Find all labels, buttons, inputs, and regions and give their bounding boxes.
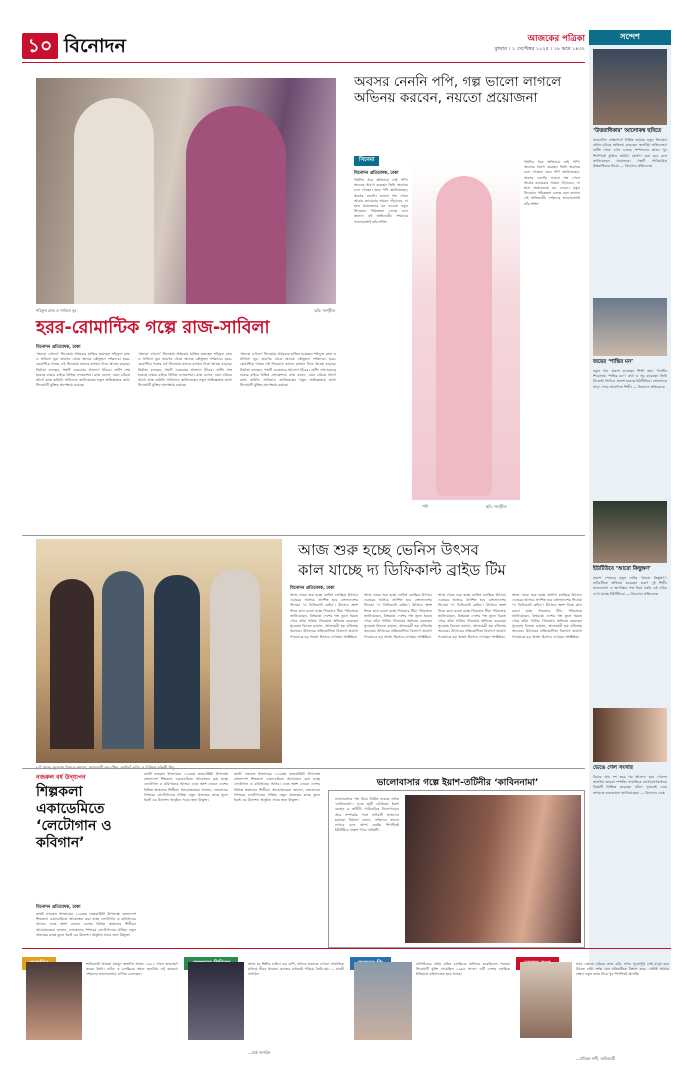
kicker: নজরুল বর্ষ উদ্‌যাপন — [36, 774, 86, 781]
article-body-col2: আজ থেকে শুরু হচ্ছে ভেনিস চলচ্চিত্র উৎসব। এবারের আসরে প্রদর্শিত হবে বাংলাদেশের সিনেমা ‘দ্য ডিফিকাল্ট ব্রাইড’। উৎসবে অংশ নিতে কাল রওনা হচ্ছে সিনেমার টিম। পরিচালক জানিয়েছেন, বিশ্বমঞ্চে দেশের গল্প তুলে ধরতে পেরে তাঁরা গর্বিত। সিনেমায় অভিনয় করেছেন সুনেরাহ বিনতে কামাল, আজমেরী হক বাঁধনসহ অনেকে। উৎসবের প্রতিযোগিতা বিভাগে জায়গা পাওয়াকে বড় অর্জন হিসেবে দেখছেন সংশ্লিষ্টরা। — [364, 593, 432, 639]
dateline: বুধবার । ২ সেপ্টেম্বর ২০২৫ । ১৮ ভাদ্র ১৪৩২ — [494, 46, 585, 52]
box-body: আজ যে শিল্পীর চাহিদা বড় বেশি, তাঁদের অনেকে এখনো সামাজিক মাধ্যমে নীরব থাকেন। কাজের মাধ্যমেই পরিচয় তৈরি হয়। — কাজী নাসরিন — [248, 962, 344, 977]
article-body: ভালোবাসার গল্প নিয়ে নির্মিত হয়েছে নাটক ‘কাবিননামা’। এতে জুটি বেঁধেছেন ইয়াশ রোহান ও তটিনী। পারিবারিক টানাপোড়েন আর সম্পর্কের গল্পে নাটকটি সাজানো হয়েছে। নির্মাতা বলেন, দর্শকদের ভালো লাগবে বলে আশা করছি। শিগগিরই ইউটিউবে প্রকাশ পাবে নাটকটি। — [335, 797, 399, 833]
sidebar-item-3 — [589, 497, 671, 704]
person-figure — [210, 569, 260, 749]
sidebar-item-title: জয়ের ‘শান্তির মন’ — [593, 359, 634, 365]
box-credit: —প্রতিভা নন্দী, অভিনেত্রী — [576, 1056, 616, 1061]
story-venice — [22, 537, 585, 767]
headline: হরর-রোমান্টিক গল্পে রাজ-সাবিলা — [36, 318, 270, 338]
person-figure — [50, 579, 94, 749]
group-photo — [36, 539, 282, 763]
sidebar-item-2 — [589, 294, 671, 497]
story-popy — [350, 70, 583, 532]
article-body-col2: কাজী নজরুল ইসলামের ১২৬তম জন্মবার্ষিকী উপলক্ষে বাংলাদেশ শিল্পকলা একাডেমিতে আয়োজন করা হচ্ছে লেটোগান ও কবিগানের আসর। এতে অংশ নেবেন দেশের বিভিন্ন অঞ্চলের শিল্পীরা। আয়োজকেরা জানান, নজরুলের শৈশবের লেটোগানের ঐতিহ্য নতুন প্রজন্মের কাছে তুলে ধরাই এর উদ্দেশ্য। অনুষ্ঠান সবার জন্য উন্মুক্ত। — [234, 772, 320, 803]
birthday-box — [22, 950, 180, 1068]
divider — [22, 535, 585, 536]
box-body: যখন কোনো চরিত্রে কাজ করি, তখন পুরোপুরি সেই মানুষ হয়ে উঠতে চাই। দর্শক যেন চরিত্রটিকে বিশ্বাস করে, সেটাই আমার লক্ষ্য। নতুন কাজ নিয়ে খুব শিগগিরই আসছি। — [576, 962, 669, 977]
box-body: ঢালিউডের প্রথম রঙিন চলচ্চিত্রে অভিনয় করেছিলেন শবনম। সিনেমাটি মুক্তি পেয়েছিল ১৯৬৪ সালে। এটি দেশের চলচ্চিত্র ইতিহাসে মাইলফলক হয়ে আছে। — [416, 962, 510, 977]
portrait-photo — [26, 962, 82, 1040]
article-body-col2: দীর্ঘদিন ধরে অভিনয়ে নেই পপি। অনেকে ধারণা করছেন তিনি অবসরে চলে গেছেন। তবে পপি জানিয়েছেন, অবসর নেননি। ভালো গল্প পেলে আবার ক্যামেরার সামনে দাঁড়াবেন, না হলে প্রযোজনায় মন দেবেন। নতুন সিনেমার পরিকল্পনা চলছে বলে জানান এই অভিনেত্রী। দর্শকদের ভালোবাসাই তাঁর শক্তি। — [524, 160, 580, 206]
couple-photo — [405, 795, 581, 943]
article-body-col2: ‘অন্যরা এখনো’ সিনেমায় প্রথমবার হাজির হয়েছেন শরিফুল রাজ ও সাবিলা নূর। তারপর থেকে অনেক কৌতূহল দর্শকদের। হরর-রোমান্টিক গল্পের এই সিনেমায় তাদের রসায়ন নিয়ে আগ্রহ বাড়ছে। নির্মাতা বলছেন, গল্পটি একেবারে আলাদা ধাঁচের। শুটিং শেষ হয়েছে ঢাকার বাইরে বিভিন্ন লোকেশনে। রাজ বলেন, এমন চরিত্রে আগে কাজ করিনি। সাবিলাও জানিয়েছেন নতুন অভিজ্ঞতার কথা। সিনেমাটি মুক্তির অপেক্ষায় রয়েছে। — [138, 352, 232, 388]
film-still-photo — [354, 962, 412, 1040]
article-body-left: কাজী নজরুল ইসলামের ১২৬তম জন্মবার্ষিকী উপলক্ষে বাংলাদেশ শিল্পকলা একাডেমিতে আয়োজন করা হচ্ছে লেটোগান ও কবিগানের আসর। এতে অংশ নেবেন দেশের বিভিন্ন অঞ্চলের শিল্পীরা। আয়োজকেরা জানান, নজরুলের শৈশবের লেটোগানের ঐতিহ্য নতুন প্রজন্মের কাছে তুলে ধরাই এর উদ্দেশ্য। অনুষ্ঠান সবার জন্য উন্মুক্ত। — [36, 912, 136, 937]
paper-name: আজকের পত্রিকা — [527, 34, 585, 44]
did-you-know-box — [350, 950, 512, 1068]
bottom-strip — [22, 950, 671, 1070]
photo-credit: ছবি: সংগৃহীত — [314, 308, 335, 313]
popy-photo — [412, 166, 520, 500]
article-body-col3: আজ থেকে শুরু হচ্ছে ভেনিস চলচ্চিত্র উৎসব। এবারের আসরে প্রদর্শিত হবে বাংলাদেশের সিনেমা ‘দ্য ডিফিকাল্ট ব্রাইড’। উৎসবে অংশ নিতে কাল রওনা হচ্ছে সিনেমার টিম। পরিচালক জানিয়েছেন, বিশ্বমঞ্চে দেশের গল্প তুলে ধরতে পেরে তাঁরা গর্বিত। সিনেমায় অভিনয় করেছেন সুনেরাহ বিনতে কামাল, আজমেরী হক বাঁধনসহ অনেকে। উৎসবের প্রতিযোগিতা বিভাগে জায়গা পাওয়াকে বড় অর্জন হিসেবে দেখছেন সংশ্লিষ্টরা। — [438, 593, 506, 639]
sidebar-item-body: বিয়ের প্রায় দশ বছর পর আলাদা হয়ে গেলেন জনপ্রিয় তারকা দম্পতি। সামাজিক যোগাযোগমাধ্যমে বিষয়টি নিশ্চিত করেছেন তাঁরা। দুজনেই একে অপরকে শুভকামনা জানিয়েছেন। — বিনোদন ডেস্ক — [593, 775, 667, 795]
photo-caption: পপি — [422, 504, 429, 509]
portrait-photo — [593, 501, 667, 563]
article-body-col1: দীর্ঘদিন ধরে অভিনয়ে নেই পপি। অনেকে ধারণা করছেন তিনি অবসরে চলে গেছেন। তবে পপি জানিয়েছেন, অবসর নেননি। ভালো গল্প পেলে আবার ক্যামেরার সামনে দাঁড়াবেন, না হলে প্রযোজনায় মন দেবেন। নতুন সিনেমার পরিকল্পনা চলছে বলে জানান এই অভিনেত্রী। দর্শকদের ভালোবাসাই তাঁর শক্তি। — [354, 178, 408, 224]
section-tag: সিনেমা — [354, 156, 379, 166]
sidebar-item-4 — [589, 704, 671, 899]
person-figure — [102, 571, 144, 749]
sidebar-item-1 — [589, 45, 671, 294]
sidebar — [589, 30, 671, 970]
photo-caption: শরিফুল রাজ ও সাবিলা নূর — [36, 308, 77, 313]
article-body-col1: কাজী নজরুল ইসলামের ১২৬তম জন্মবার্ষিকী উপলক্ষে বাংলাদেশ শিল্পকলা একাডেমিতে আয়োজন করা হচ্ছে লেটোগান ও কবিগানের আসর। এতে অংশ নেবেন দেশের বিভিন্ন অঞ্চলের শিল্পীরা। আয়োজকেরা জানান, নজরুলের শৈশবের লেটোগানের ঐতিহ্য নতুন প্রজন্মের কাছে তুলে ধরাই এর উদ্দেশ্য। অনুষ্ঠান সবার জন্য উন্মুক্ত। — [144, 772, 228, 803]
story-shilpakala — [22, 770, 322, 948]
sidebar-item-body: সমকালীন প্রেক্ষাপটে নির্মিত হয়েছে নতুন সিনেমা। প্রধান চরিত্রে অভিনয় করেছেন জনপ্রিয় অভিনেতা। শুটিং শেষে এখন চলছে সম্পাদনার কাজ। খুব শিগগিরই মুক্তির তারিখ ঘোষণা করা হবে বলে জানিয়েছেন প্রযোজক। গল্পটি পারিবারিক উত্তরাধিকার নিয়ে। — বিনোদন প্রতিবেদক — [593, 138, 667, 169]
lead-photo — [36, 78, 336, 304]
person-figure — [186, 106, 286, 304]
sidebar-item-body: প্রকাশ পেয়েছে নতুন নাটক ‘আরো কিছুক্ষণ’। নাটকটিতে অভিনয় করেছেন তরুণ দুই শিল্পী। ভালোবাসা ও অপেক্ষার গল্প নিয়ে তৈরি এই নাটক দেখা যাচ্ছে ইউটিউবে। — বিনোদন প্রতিবেদক — [593, 576, 667, 596]
article-body-col4: আজ থেকে শুরু হচ্ছে ভেনিস চলচ্চিত্র উৎসব। এবারের আসরে প্রদর্শিত হবে বাংলাদেশের সিনেমা ‘দ্য ডিফিকাল্ট ব্রাইড’। উৎসবে অংশ নিতে কাল রওনা হচ্ছে সিনেমার টিম। পরিচালক জানিয়েছেন, বিশ্বমঞ্চে দেশের গল্প তুলে ধরতে পেরে তাঁরা গর্বিত। সিনেমায় অভিনয় করেছেন সুনেরাহ বিনতে কামাল, আজমেরী হক বাঁধনসহ অনেকে। উৎসবের প্রতিযোগিতা বিভাগে জায়গা পাওয়াকে বড় অর্জন হিসেবে দেখছেন সংশ্লিষ্টরা। — [512, 593, 582, 639]
page-number-badge: ১০ — [22, 33, 58, 59]
sidebar-item-title: ‘উত্তরাধিকার’ আলোকম্ব ছবিতে — [593, 128, 662, 134]
social-media-box — [184, 950, 346, 1068]
headline: অবসর নেননি পপি, গল্প ভালো লাগলে অভিনয় করবেন, নয়তো প্রয়োজনা — [354, 74, 562, 106]
byline: বিনোদন প্রতিবেদক, ঢাকা — [36, 345, 81, 350]
sidebar-label: সন্দেশ — [589, 30, 671, 45]
byline: বিনোদন প্রতিবেদক, ঢাকা — [290, 586, 335, 591]
portrait-photo — [520, 962, 572, 1038]
byline: বিনোদন প্রতিবেদক, ঢাকা — [354, 171, 399, 176]
sidebar-item-title: ইউটিউবে ‘আরো কিছুক্ষণ’ — [593, 566, 651, 572]
portrait-photo — [593, 298, 667, 356]
story-kabinnama — [328, 778, 585, 948]
person-figure — [436, 176, 492, 496]
photo-credit: ছবি: সংগৃহীত — [486, 504, 507, 509]
star-talk-box — [516, 950, 671, 1068]
headline-line1: আজ শুরু হচ্ছে ভেনিস উৎসব — [298, 541, 479, 559]
couple-photo — [593, 708, 667, 762]
box-body: অভিনেত্রী আলমা মাহমুদ জন্মদিন আজ। ১৯৮১ সালে জন্মগ্রহণ করেন তিনি। নাটক ও চলচ্চিত্রে সমান জনপ্রিয় এই তারকা। দর্শকদের ভালোবাসায় এগিয়ে চলেছেন। — [86, 962, 178, 977]
story-raj-sabila — [22, 70, 347, 532]
person-figure — [74, 98, 154, 304]
divider — [22, 768, 585, 769]
box-credit: —মার্ক নাসরিন — [248, 1050, 271, 1055]
article-body-col1: ‘অন্যরা এখনো’ সিনেমায় প্রথমবার হাজির হয়েছেন শরিফুল রাজ ও সাবিলা নূর। তারপর থেকে অনেক কৌতূহল দর্শকদের। হরর-রোমান্টিক গল্পের এই সিনেমায় তাদের রসায়ন নিয়ে আগ্রহ বাড়ছে। নির্মাতা বলছেন, গল্পটি একেবারে আলাদা ধাঁচের। শুটিং শেষ হয়েছে ঢাকার বাইরে বিভিন্ন লোকেশনে। রাজ বলেন, এমন চরিত্রে আগে কাজ করিনি। সাবিলাও জানিয়েছেন নতুন অভিজ্ঞতার কথা। সিনেমাটি মুক্তির অপেক্ষায় রয়েছে। — [36, 352, 130, 388]
bottom-rule — [22, 948, 671, 949]
headline: ভালোবাসার গল্পে ইয়াশ-তটিনীর ‘কাবিননামা’ — [329, 775, 586, 790]
section-name: বিনোদন — [64, 35, 126, 57]
portrait-photo — [593, 49, 667, 125]
article-body-col3: ‘অন্যরা এখনো’ সিনেমায় প্রথমবার হাজির হয়েছেন শরিফুল রাজ ও সাবিলা নূর। তারপর থেকে অনেক কৌতূহল দর্শকদের। হরর-রোমান্টিক গল্পের এই সিনেমায় তাদের রসায়ন নিয়ে আগ্রহ বাড়ছে। নির্মাতা বলছেন, গল্পটি একেবারে আলাদা ধাঁচের। শুটিং শেষ হয়েছে ঢাকার বাইরে বিভিন্ন লোকেশনে। রাজ বলেন, এমন চরিত্রে আগে কাজ করিনি। সাবিলাও জানিয়েছেন নতুন অভিজ্ঞতার কথা। সিনেমাটি মুক্তির অপেক্ষায় রয়েছে। — [240, 352, 336, 388]
masthead-rule — [22, 62, 585, 63]
person-figure — [154, 575, 200, 749]
sidebar-item-title: ভেঙে গেল সংসার — [593, 765, 633, 771]
masthead — [22, 30, 585, 64]
portrait-photo — [188, 962, 244, 1040]
headline: শিল্পকলা একাডেমিতে ‘লেটোগান ও কবিগান’ — [36, 784, 112, 851]
byline: বিনোদন প্রতিবেদক, ঢাকা — [36, 905, 81, 910]
article-body-col1: আজ থেকে শুরু হচ্ছে ভেনিস চলচ্চিত্র উৎসব। এবারের আসরে প্রদর্শিত হবে বাংলাদেশের সিনেমা ‘দ্য ডিফিকাল্ট ব্রাইড’। উৎসবে অংশ নিতে কাল রওনা হচ্ছে সিনেমার টিম। পরিচালক জানিয়েছেন, বিশ্বমঞ্চে দেশের গল্প তুলে ধরতে পেরে তাঁরা গর্বিত। সিনেমায় অভিনয় করেছেন সুনেরাহ বিনতে কামাল, আজমেরী হক বাঁধনসহ অনেকে। উৎসবের প্রতিযোগিতা বিভাগে জায়গা পাওয়াকে বড় অর্জন হিসেবে দেখছেন সংশ্লিষ্টরা। — [290, 593, 358, 639]
headline-line2: কাল যাচ্ছে দ্য ডিফিকাল্ট ব্রাইড টিম — [298, 561, 506, 579]
sidebar-item-body: নতুন গান প্রকাশ করেছেন শিল্পী জয়। গানটির শিরোনাম ‘শান্তির মন’। কথা ও সুর করেছেন তিনি নিজেই। ভিডিও প্রকাশ হয়েছে ইউটিউবে। শ্রোতাদের সাড়া পেয়ে আনন্দিত শিল্পী। — বিনোদন প্রতিবেদক — [593, 369, 667, 389]
